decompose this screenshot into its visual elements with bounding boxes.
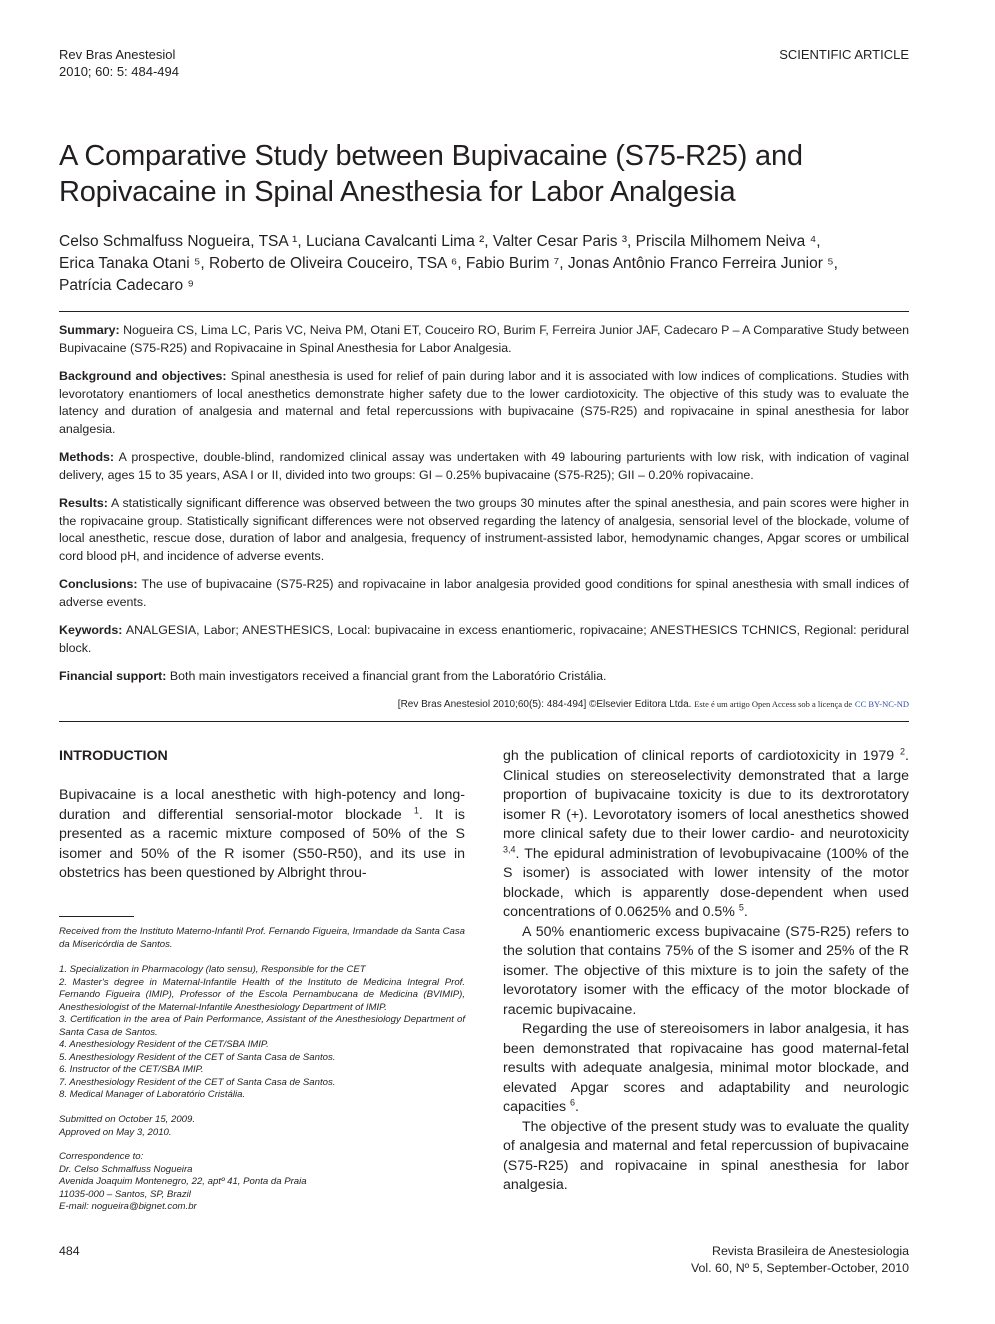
- correspondence-label: Correspondence to:: [59, 1151, 144, 1162]
- conclusions-label: Conclusions:: [59, 577, 138, 591]
- footnote-received: Received from the Instituto Materno-Infantil Prof. Fernando Figueira, Irmandade da Santa Casa da Misericórdia de Santos.: [59, 926, 465, 950]
- citation-sup: 1: [413, 804, 419, 815]
- correspondence: [59, 1151, 465, 1214]
- citation-sup: 3,4: [503, 843, 516, 854]
- affiliation-2: 2. Master's degree in Maternal-Infantile Health of the Instituto de Medicina Integral Prof. Fernando Figueira (IMIP), Professor of the Escola Pernambucana de Medicina (BVIMIP), Anesthesiologist of the Maternal-Infantile Anesthesiology Department of IMIP.: [59, 976, 465, 1013]
- license-link[interactable]: CC BY-NC-ND: [854, 699, 909, 709]
- summary-text: Nogueira CS, Lima LC, Paris VC, Neiva PM, Otani ET, Couceiro RO, Burim F, Ferreira Junior JAF, Cadecaro P – A Comparative Study between Bupivacaine (S75-R25) and Ropivacaine in Spinal Anesthesia for Labor Analgesia.: [59, 323, 909, 355]
- results-paragraph: [59, 495, 909, 565]
- affiliation-5: 5. Anesthesiology Resident of the CET of Santa Casa de Santos.: [59, 1051, 336, 1063]
- section-heading-introduction: INTRODUCTION: [59, 748, 168, 764]
- keywords-paragraph: [59, 622, 909, 657]
- keywords-text: ANALGESIA, Labor; ANESTHESICS, Local: bupivacaine in excess enantiomeric, ropivacaine; ANESTHESICS TCHNICS, Regional: peridural block.: [59, 623, 909, 655]
- background-label: Background and objectives:: [59, 369, 227, 383]
- intro-right-column: [503, 747, 909, 1196]
- citation-sup: 5: [738, 902, 744, 913]
- results-label: Results:: [59, 496, 108, 510]
- financial-label: Financial support:: [59, 669, 167, 683]
- affiliation-notes: [59, 964, 465, 1102]
- intro-p1-text-b: . It is presented as a racemic mixture composed of 50% of the S isomer and 50% of the R isomer (S50-R50), and its use in obstetrics has been questioned by Albright throu-: [59, 806, 465, 881]
- intro-r1-text-b: . Clinical studies on stereoselectivity demonstrated that a large proportion of bupivacaine toxicity is due to its dextrorotatory isomer R (+). Levorotatory isomers of local anesthetics showed more clinical safety due to their lower cardio- and neurotoxicity: [503, 748, 909, 842]
- intro-p1-text-a: Bupivacaine is a local anesthetic with high-potency and long-duration and differential sensorial-motor blockade: [59, 787, 465, 823]
- approved-date: Approved on May 3, 2010.: [59, 1126, 172, 1138]
- summary-paragraph: [59, 322, 909, 357]
- authors-line-2: Erica Tanaka Otani ⁵, Roberto de Oliveira Couceiro, TSA ⁶, Fabio Burim ⁷, Jonas Antônio Franco Ferreira Junior ⁵,: [59, 255, 838, 272]
- intro-r3-text-b: .: [575, 1099, 579, 1115]
- intro-paragraph-4: The objective of the present study was to evaluate the quality of analgesia and maternal and fetal repercussion of bupivacaine (S75-R25) and ropivacaine in spinal anesthesia for labor analgesia.: [503, 1118, 909, 1193]
- citation-sup: 2: [900, 746, 906, 757]
- citation-line: [59, 698, 909, 711]
- authors-line-3: Patrícia Cadecaro ⁹: [59, 277, 195, 294]
- footer-journal-name: Revista Brasileira de Anestesiologia: [712, 1244, 909, 1258]
- background-text: Spinal anesthesia is used for relief of pain during labor and it is associated with low indices of complications. Studies with levorotatory enantiomers of local anesthetics demonstrate higher safety due to the lower cardiotoxicity. The objective of this study was to evaluate the latency and duration of analgesia and maternal and fetal repercussions with bupivacaine (S75-R25) and ropivacaine in spinal anesthesia for labor analgesia.: [59, 369, 909, 436]
- abstract: [59, 322, 909, 697]
- conclusions-text: The use of bupivacaine (S75-R25) and ropivacaine in labor analgesia provided good conditions for spinal anesthesia with small indices of adverse events.: [59, 577, 909, 609]
- affiliation-3: 3. Certification in the area of Pain Performance, Assistant of the Anesthesiology Department of Santa Casa de Santos.: [59, 1014, 465, 1038]
- affiliation-7: 7. Anesthesiology Resident of the CET of Santa Casa de Santos.: [59, 1076, 336, 1088]
- methods-paragraph: [59, 449, 909, 484]
- correspondence-email: E-mail: nogueira@bignet.com.br: [59, 1201, 197, 1212]
- page-number: 484: [59, 1244, 80, 1258]
- correspondence-name: Dr. Celso Schmalfuss Nogueira: [59, 1163, 193, 1175]
- author-list: [59, 231, 919, 297]
- divider-top: [59, 311, 909, 312]
- intro-left-column: [59, 786, 465, 884]
- keywords-label: Keywords:: [59, 623, 123, 637]
- intro-r1-text-c: . The epidural administration of levobupivacaine (100% of the S isomer) is associated with lower intensity of the motor blockade, which is apparently dose-dependent when used concentrations of 0.0625% and 0.5%: [503, 845, 909, 920]
- financial-paragraph: [59, 668, 909, 686]
- section-label: SCIENTIFIC ARTICLE: [779, 47, 909, 62]
- divider-bottom: [59, 721, 909, 722]
- submitted-date: Submitted on October 15, 2009.: [59, 1114, 195, 1125]
- title-line-2: Ropivacaine in Spinal Anesthesia for Labor Analgesia: [59, 176, 736, 208]
- correspondence-address-2: 11035-000 – Santos, SP, Brazil: [59, 1188, 191, 1200]
- intro-r3-text-a: Regarding the use of stereoisomers in labor analgesia, it has been demonstrated that ropivacaine has good maternal-fetal results with adequate analgesia, minimal motor blockade, and elevated Apgar scores and adaptability and neurologic capacities: [503, 1021, 909, 1115]
- title-line-1: A Comparative Study between Bupivacaine (S75-R25) and: [59, 140, 803, 172]
- footnote-rule: [59, 916, 134, 917]
- intro-paragraph-3: [503, 1020, 909, 1118]
- results-text: A statistically significant difference was observed between the two groups 30 minutes after the spinal anesthesia, and pain scores were higher in the ropivacaine group. Statistically significant differences were not observed regarding the latency of analgesia, sensorial level of the blockade, volume of local anesthetic, rescue dose, duration of labor and analgesia, frequency of instrument-assisted labor, hemodynamic changes, Apgar scores or umbilical cord blood pH, and incidence of adverse events.: [59, 496, 909, 563]
- journal-citation: 2010; 60: 5: 484-494: [59, 64, 179, 79]
- intro-paragraph-1-cont: [503, 747, 909, 923]
- background-paragraph: [59, 368, 909, 438]
- methods-text: A prospective, double-blind, randomized clinical assay was undertaken with 49 labouring parturients with low risk, with indication of vaginal delivery, ages 15 to 35 years, ASA I or II, divided into two groups: GI – 0.25% bupivacaine (S75-R25); GII – 0.20% ropivacaine.: [59, 450, 909, 482]
- affiliation-8: 8. Medical Manager of Laboratório Cristália.: [59, 1089, 246, 1100]
- citation-sup: 6: [570, 1097, 576, 1108]
- affiliation-6: 6. Instructor of the CET/SBA IMIP.: [59, 1064, 204, 1075]
- conclusions-paragraph: [59, 576, 909, 611]
- intro-r1-text-a: gh the publication of clinical reports of cardiotoxicity in 1979: [503, 748, 901, 764]
- intro-paragraph-1: [59, 786, 465, 884]
- intro-r1-text-d: .: [743, 904, 748, 920]
- footer-issue: Vol. 60, Nº 5, September-October, 2010: [690, 1261, 909, 1275]
- footer-journal: [691, 1243, 909, 1277]
- article-title: [59, 138, 919, 210]
- affiliation-1: 1. Specialization in Pharmacology (lato sensu), Responsible for the CET: [59, 964, 366, 975]
- journal-name: Rev Bras Anestesiol: [59, 47, 176, 62]
- intro-paragraph-2: A 50% enantiomeric excess bupivacaine (S75-R25) refers to the solution that contains 75% of the S isomer and 25% of the R isomer. The objective of this mixture is to join the safety of the levorotatory isomer with the efficacy of the motor blockade of racemic bupivacaine.: [503, 923, 909, 1018]
- running-header: [59, 46, 179, 80]
- correspondence-address-1: Avenida Joaquim Montenegro, 22, aptº 41, Ponta da Praia: [59, 1176, 307, 1187]
- submission-dates: [59, 1114, 465, 1139]
- financial-text: Both main investigators received a financial grant from the Laboratório Cristália.: [169, 669, 607, 683]
- summary-label: Summary:: [59, 323, 120, 337]
- open-access-note: Este é um artigo Open Access sob a licença de: [694, 699, 853, 709]
- authors-line-1: Celso Schmalfuss Nogueira, TSA ¹, Luciana Cavalcanti Lima ², Valter Cesar Paris ³, Priscila Milhomem Neiva ⁴,: [59, 233, 821, 250]
- methods-label: Methods:: [59, 450, 115, 464]
- citation-ref: [Rev Bras Anestesiol 2010;60(5): 484-494] ©Elsevier Editora Ltda.: [397, 699, 692, 710]
- affiliation-4: 4. Anesthesiology Resident of the CET/SBA IMIP.: [59, 1039, 269, 1050]
